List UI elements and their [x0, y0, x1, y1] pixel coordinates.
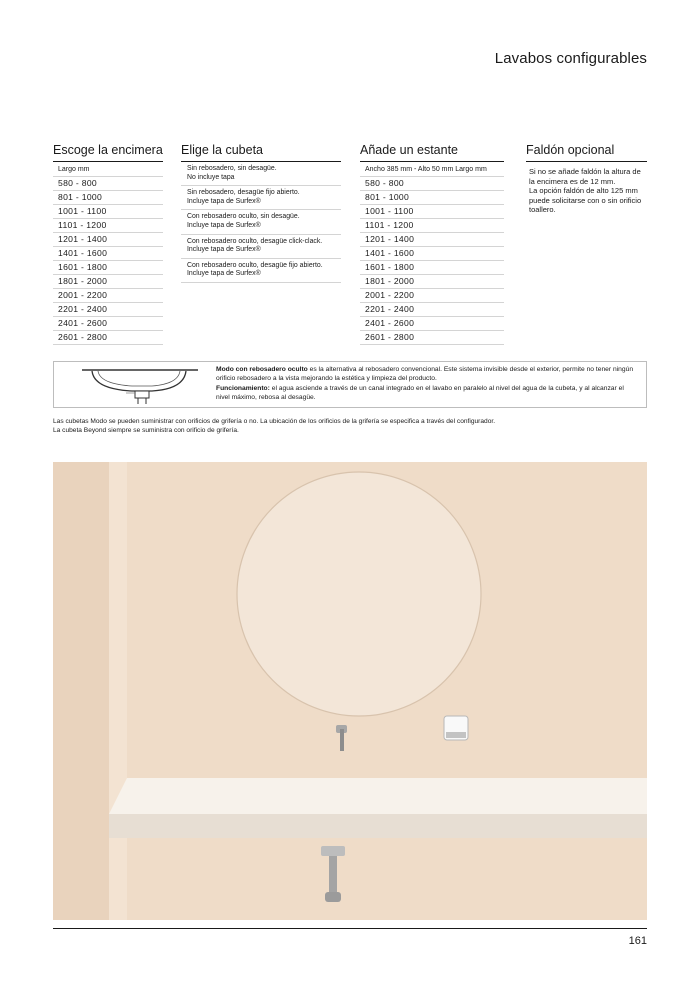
estante-row: 1401 - 1600	[360, 247, 504, 261]
faldon-title: Faldón opcional	[526, 143, 647, 162]
estante-row: 2401 - 2600	[360, 317, 504, 331]
washbasin-front	[109, 814, 647, 838]
column-encimera	[53, 143, 163, 345]
encimera-row: 1101 - 1200	[53, 219, 163, 233]
faldon-note-para: La opción faldón de alto 125 mm puede solicitarse con o sin orificio toallero.	[529, 186, 642, 214]
estante-row: 2601 - 2800	[360, 331, 504, 345]
cubeta-option-line1: Con rebosadero oculto, desagüe click-clack.	[187, 237, 323, 245]
cubeta-option	[181, 259, 341, 283]
cubeta-option-line2: Incluye tapa de Surfex®	[187, 197, 261, 205]
estante-sub-label: Ancho 385 mm - Alto 50 mm Largo mm	[360, 162, 504, 177]
faldon-note-para: Si no se añade faldón la altura de la encimera es de 12 mm.	[529, 167, 641, 186]
encimera-row: 580 - 800	[53, 177, 163, 191]
cubeta-option-line1: Con rebosadero oculto, desagüe fijo abierto.	[187, 261, 323, 269]
estante-row: 1101 - 1200	[360, 219, 504, 233]
footer-rule	[53, 928, 647, 929]
encimera-row: 2201 - 2400	[53, 303, 163, 317]
photo-side-wall	[53, 462, 109, 920]
drain-trap	[325, 892, 341, 902]
disclaimer-line: Las cubetas Modo se pueden suministrar con orificios de grifería o no. La ubicación de los orificios de la grifería se especifica a través del configurador.	[53, 418, 496, 425]
encimera-row: 801 - 1000	[53, 191, 163, 205]
photo-wall-edge	[109, 462, 127, 920]
page-number: 161	[628, 935, 647, 947]
cubeta-title: Elige la cubeta	[181, 143, 341, 162]
round-mirror	[237, 472, 481, 716]
cubeta-option	[181, 210, 341, 234]
encimera-row: 1001 - 1100	[53, 205, 163, 219]
faucet-spout	[340, 729, 344, 751]
estante-row: 580 - 800	[360, 177, 504, 191]
cubeta-option	[181, 162, 341, 186]
encimera-title: Escoge la encimera	[53, 143, 163, 162]
estante-row: 801 - 1000	[360, 191, 504, 205]
overflow-box-para-1	[216, 366, 636, 383]
overflow-diagram-icon	[80, 367, 200, 405]
cubeta-option-line2: Incluye tapa de Surfex®	[187, 221, 261, 229]
cubeta-option-line2: Incluye tapa de Surfex®	[187, 270, 261, 278]
estante-row: 2001 - 2200	[360, 289, 504, 303]
estante-title: Añade un estante	[360, 143, 504, 162]
drain-flange	[321, 846, 345, 856]
overflow-box-bold: Funcionamiento:	[216, 385, 270, 393]
cubeta-option-line2: Incluye tapa de Surfex®	[187, 246, 261, 254]
encimera-row: 1601 - 1800	[53, 261, 163, 275]
cubeta-option-line1: Sin rebosadero, desagüe fijo abierto.	[187, 189, 300, 197]
estante-row: 1201 - 1400	[360, 233, 504, 247]
column-estante	[360, 143, 504, 345]
cubeta-option	[181, 186, 341, 210]
cubeta-option	[181, 235, 341, 259]
estante-row: 1001 - 1100	[360, 205, 504, 219]
overflow-box-text	[216, 366, 636, 405]
overflow-box-body: el agua asciende a través de un canal integrado en el lavabo en paralelo al nivel del agua de la cubeta, y al alcanzar el nivel máximo, rebosa al desagüe.	[216, 385, 624, 402]
column-faldon	[526, 143, 647, 215]
cubeta-option-line1: Sin rebosadero, sin desagüe.	[187, 165, 277, 172]
estante-row: 1801 - 2000	[360, 275, 504, 289]
overflow-box-body: es la alternativa al rebosadero convencional. Este sistema invisible desde el exterior, permite no tener ningún orificio rebosadero a la vista mejorando la estética y limpieza del producto.	[216, 366, 634, 382]
encimera-row: 2601 - 2800	[53, 331, 163, 345]
faldon-note	[526, 162, 647, 215]
encimera-row: 2001 - 2200	[53, 289, 163, 303]
washbasin-top	[109, 778, 647, 814]
drain-pipe	[329, 856, 337, 892]
column-cubeta	[181, 143, 341, 283]
product-photo	[53, 462, 647, 920]
cubeta-option-line1: Con rebosadero oculto, sin desagüe.	[187, 213, 300, 221]
estante-row: 1601 - 1800	[360, 261, 504, 275]
cubeta-option-line2: No incluye tapa	[187, 173, 235, 181]
estante-row: 2201 - 2400	[360, 303, 504, 317]
encimera-row: 2401 - 2600	[53, 317, 163, 331]
tumbler-bracket	[446, 732, 466, 738]
overflow-box-para-2	[216, 385, 636, 402]
overflow-box-bold: Modo con rebosadero oculto	[216, 366, 308, 373]
disclaimer-text	[53, 418, 647, 435]
encimera-sub-label: Largo mm	[53, 162, 163, 177]
encimera-row: 1201 - 1400	[53, 233, 163, 247]
page-title: Lavabos configurables	[494, 50, 647, 67]
encimera-row: 1401 - 1600	[53, 247, 163, 261]
disclaimer-line: La cubeta Beyond siempre se suministra con orificio de grifería.	[53, 426, 239, 434]
hidden-overflow-info-box	[53, 361, 647, 408]
encimera-row: 1801 - 2000	[53, 275, 163, 289]
